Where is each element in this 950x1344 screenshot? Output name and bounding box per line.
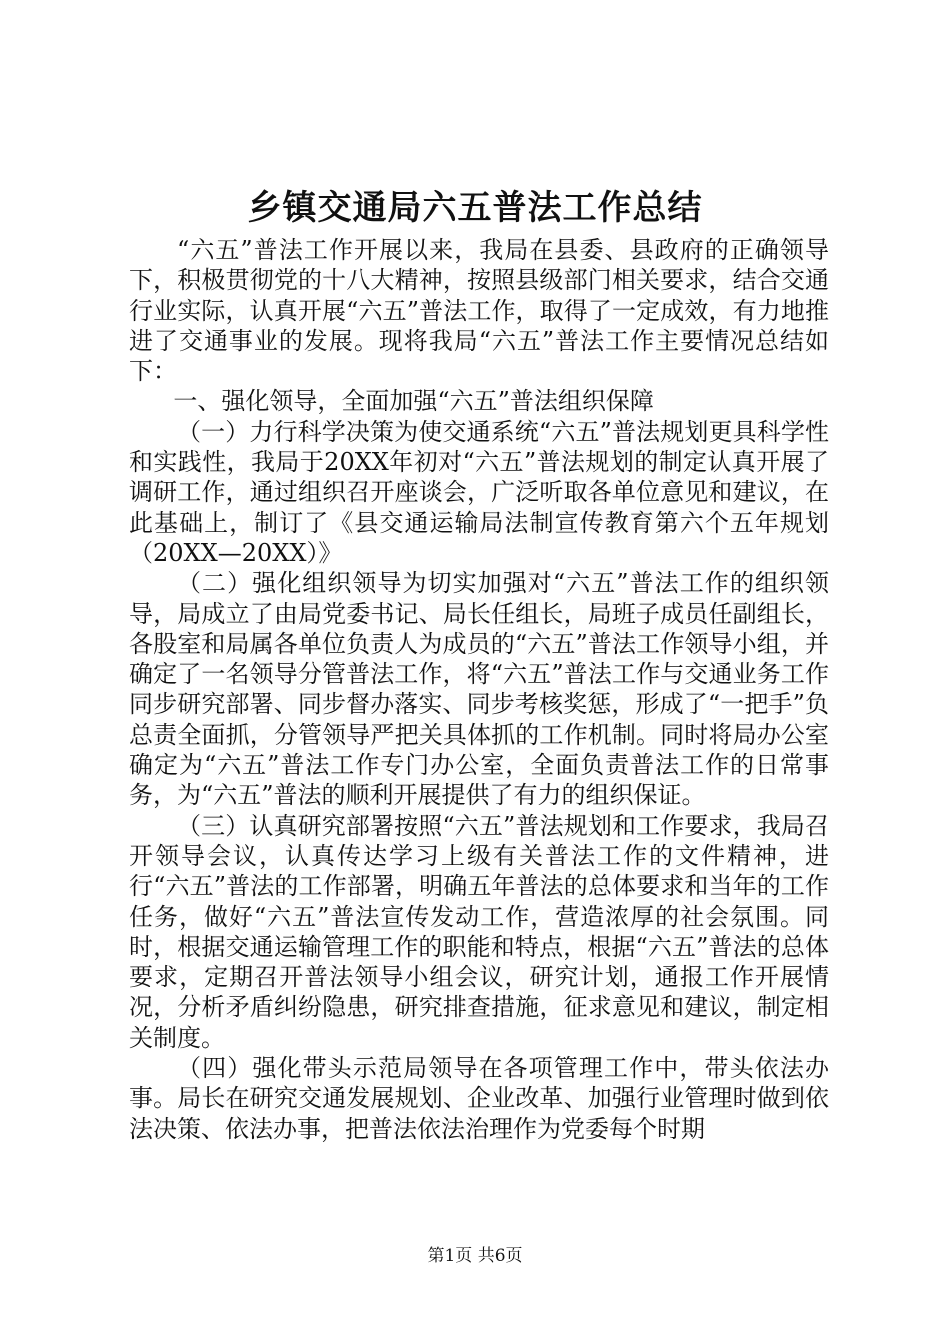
- page-footer: 第1页 共6页: [427, 1246, 523, 1266]
- body-paragraph: （一）力行科学决策为使交通系统“六五”普法规划更具科学性和实践性，我局于20XX年初对“六五”普法规划的制定认真开展了调研工作，通过组织召开座谈会，广泛听取各单位意见和建议，在此基础上，制订了《县交通运输局法制宣传教育第六个五年规划（20XX—20XX）》: [129, 417, 829, 567]
- section-heading: 一、强化领导，全面加强“六五”普法组织保障: [173, 387, 654, 416]
- body-paragraph: （四）强化带头示范局领导在各项管理工作中，带头依法办事。局长在研究交通发展规划、企业改革、加强行业管理时做到依法决策、依法办事，把普法依法治理作为党委每个时期: [129, 1054, 829, 1143]
- document-body: [129, 235, 829, 1144]
- body-paragraph: （三）认真研究部署按照“六五”普法规划和工作要求，我局召开领导会议，认真传达学习上级有关普法工作的文件精神，进行“六五”普法的工作部署，明确五年普法的总体要求和当年的工作任务，做好“六五”普法宣传发动工作，营造浓厚的社会氛围。同时，根据交通运输管理工作的职能和特点，根据“六五”普法的总体要求，定期召开普法领导小组会议，研究计划，通报工作开展情况，分析矛盾纠纷隐患，研究排查措施，征求意见和建议，制定相关制度。: [129, 811, 829, 1052]
- document-title: 乡镇交通局六五普法工作总结: [247, 188, 703, 228]
- body-paragraph: （二）强化组织领导为切实加强对“六五”普法工作的组织领导，局成立了由局党委书记、局长任组长，局班子成员任副组长，各股室和局属各单位负责人为成员的“六五”普法工作领导小组，并确定了一名领导分管普法工作，将“六五”普法工作与交通业务工作同步研究部署、同步督办落实、同步考核奖惩，形成了“一把手”负总责全面抓，分管领导严把关具体抓的工作机制。同时将局办公室确定为“六五”普法工作专门办公室，全面负责普法工作的日常事务，为“六五”普法的顺利开展提供了有力的组织保证。: [129, 569, 829, 810]
- intro-paragraph: “六五”普法工作开展以来，我局在县委、县政府的正确领导下，积极贯彻党的十八大精神，按照县级部门相关要求，结合交通行业实际，认真开展“六五”普法工作，取得了一定成效，有力地推进了交通事业的发展。现将我局“六五”普法工作主要情况总结如下：: [129, 236, 829, 386]
